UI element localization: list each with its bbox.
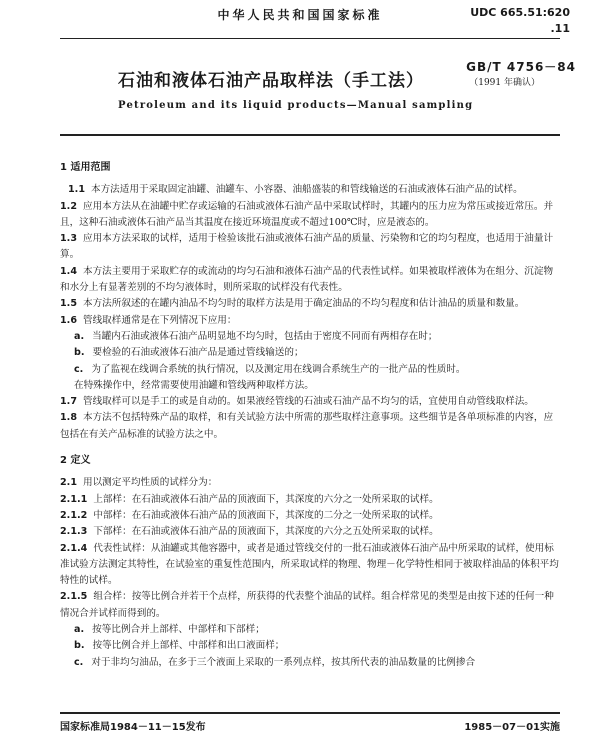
udc-code: UDC 665.51:620 bbox=[470, 6, 570, 19]
list-item-2-1-5-b bbox=[60, 638, 560, 654]
item-marker: c. bbox=[74, 363, 84, 375]
clause-text: 管线取样可以是手工的或是自动的。如果液经管线的石油或石油产品不均匀的话，宜使用自动管线取样法。 bbox=[83, 396, 534, 408]
list-item-1-6-a bbox=[60, 329, 560, 345]
clause-number: 2.1.3 bbox=[60, 526, 88, 538]
list-item-2-1-5-c bbox=[60, 655, 560, 671]
clause-1-1 bbox=[60, 182, 560, 198]
clause-2-1-4 bbox=[60, 541, 560, 590]
clause-number: 1.4 bbox=[60, 265, 77, 277]
item-marker: b. bbox=[74, 640, 85, 652]
clause-text: 本方法所叙述的在罐内油品不均匀时的取样方法是用于确定油品的不均匀程度和估计油品的质量和数量。 bbox=[83, 298, 525, 310]
clause-number: 1.7 bbox=[60, 396, 77, 408]
clause-number: 2.1.5 bbox=[60, 591, 88, 603]
clause-number: 1.3 bbox=[60, 233, 77, 245]
clause-2-1 bbox=[60, 475, 560, 491]
clause-number: 1.5 bbox=[60, 298, 77, 310]
list-item-2-1-5-a bbox=[60, 622, 560, 638]
item-marker: a. bbox=[74, 330, 85, 342]
clause-number: 1.8 bbox=[60, 412, 77, 424]
issue-date: 国家标准局1984－11－15发布 bbox=[60, 722, 206, 733]
clause-number: 1.1 bbox=[68, 184, 85, 196]
header-divider bbox=[60, 38, 560, 39]
udc-code-suffix: .11 bbox=[550, 22, 570, 35]
clause-text: 上部样：在石油或液体石油产品的顶液面下，其深度的六分之一处所采取的试样。 bbox=[93, 493, 439, 505]
document-title: 石油和液体石油产品取样法（手工法） bbox=[118, 71, 424, 91]
clause-number: 1.6 bbox=[60, 314, 77, 326]
clause-1-3 bbox=[60, 231, 560, 264]
list-item-1-6-c bbox=[60, 362, 560, 378]
clause-1-4 bbox=[60, 264, 560, 297]
clause-number: 2.1.1 bbox=[60, 493, 88, 505]
standard-org-title: 中华人民共和国国家标准 bbox=[217, 8, 383, 22]
clause-1-6 bbox=[60, 313, 560, 329]
clause-text: 用以测定平均性质的试样分为： bbox=[83, 477, 218, 489]
clause-2-1-1 bbox=[60, 492, 560, 508]
clause-1-7 bbox=[60, 394, 560, 410]
item-text: 当罐内石油或液体石油产品明显地不均匀时，包括由于密度不同而有两相存在时； bbox=[92, 330, 438, 342]
item-marker: c. bbox=[74, 656, 84, 668]
clause-number: 2.1.2 bbox=[60, 509, 88, 521]
title-divider bbox=[60, 134, 560, 136]
clause-text: 下部样：在石油或液体石油产品的顶液面下，其深度的六分之五处所采取的试样。 bbox=[93, 526, 439, 538]
section-heading-2: 2 定义 bbox=[60, 455, 91, 467]
note-1-6: 在特殊操作中，经常需要使用油罐和管线两种取样方法。 bbox=[74, 379, 314, 391]
clause-text: 组合样：按等比例合并若干个点样，所获得的代表整个油品的试样。组合样常见的类型是由按下述的任何一种情况合并试样而得到的。 bbox=[60, 591, 554, 619]
clause-number: 2.1 bbox=[60, 477, 77, 489]
clause-number: 1.2 bbox=[60, 200, 77, 212]
clause-text: 应用本方法采取的试样，适用于检验该批石油或液体石油产品的质量、污染物和它的均匀程度，也适用于油量计算。 bbox=[60, 233, 554, 261]
list-item-1-6-b bbox=[60, 345, 560, 361]
item-text: 为了监视在线调合系统的执行情况，以及测定用在线调合系统生产的一批产品的性质时。 bbox=[91, 363, 466, 375]
gb-number: GB/T 4756－84 bbox=[466, 60, 576, 74]
clause-text: 本方法适用于采取固定油罐、油罐车、小容器、油船盛装的和管线输送的石油或液体石油产品的试样。 bbox=[91, 184, 523, 196]
item-text: 对于非均匀油品，在多于三个液面上采取的一系列点样，按其所代表的油品数量的比例掺合 bbox=[91, 656, 476, 668]
clause-2-1-2 bbox=[60, 508, 560, 524]
item-marker: b. bbox=[74, 347, 85, 359]
clause-text: 管线取样通常是在下列情况下应用： bbox=[83, 314, 237, 326]
confirm-note: （1991 年确认） bbox=[469, 78, 540, 88]
clause-2-1-5 bbox=[60, 589, 560, 622]
item-marker: a. bbox=[74, 624, 85, 636]
clause-text: 本方法主要用于采取贮存的或流动的均匀石油和液体石油产品的代表性试样。如果被取样液体为在组分、沉淀物和水分上有显著差别的不均匀液体时，则所采取的试样没有代表性。 bbox=[60, 265, 554, 294]
clause-number: 2.1.4 bbox=[60, 542, 88, 554]
item-text: 要检验的石油或液体石油产品是通过管线输送的； bbox=[92, 347, 304, 359]
clause-1-2 bbox=[60, 199, 560, 232]
item-text: 按等比例合并上部样、中部样和下部样； bbox=[92, 624, 265, 636]
document-body bbox=[60, 160, 560, 671]
footer-divider bbox=[60, 712, 560, 714]
effective-date: 1985－07－01实施 bbox=[464, 722, 560, 733]
section-heading-1: 1 适用范围 bbox=[60, 162, 111, 173]
item-text: 按等比例合并上部样、中部样和出口液面样； bbox=[92, 640, 285, 652]
clause-text: 代表性试样：从油罐或其他容器中，或者是通过管线交付的一批石油或液体石油产品中所采取的试样，使用标准试验方法测定其特性，在试验室的重复性范围内，所采取试样的物理、物理－化学特性相同于被取样油品的体积平均特性的试样。 bbox=[60, 542, 559, 587]
document-subtitle-en: Petroleum and its liquid products—Manual sampling bbox=[118, 100, 474, 111]
clause-2-1-3 bbox=[60, 524, 560, 540]
clause-1-8 bbox=[60, 410, 560, 443]
clause-1-5 bbox=[60, 296, 560, 312]
clause-text: 本方法不包括特殊产品的取样，和有关试验方法中所需的那些取样注意事项。这些细节是各单项标准的内容，应包括在有关产品标准的试验方法之中。 bbox=[60, 412, 554, 440]
clause-text: 应用本方法从在油罐中贮存或运输的石油或液体石油产品中采取试样时，其罐内的压力应为常压或接近常压。并且，这种石油或液体石油产品当其温度在接近环境温度或不超过100℃时，应是液态的。 bbox=[60, 200, 554, 228]
clause-text: 中部样：在石油或液体石油产品的顶液面下，其深度的二分之一处所采取的试样。 bbox=[93, 509, 439, 521]
